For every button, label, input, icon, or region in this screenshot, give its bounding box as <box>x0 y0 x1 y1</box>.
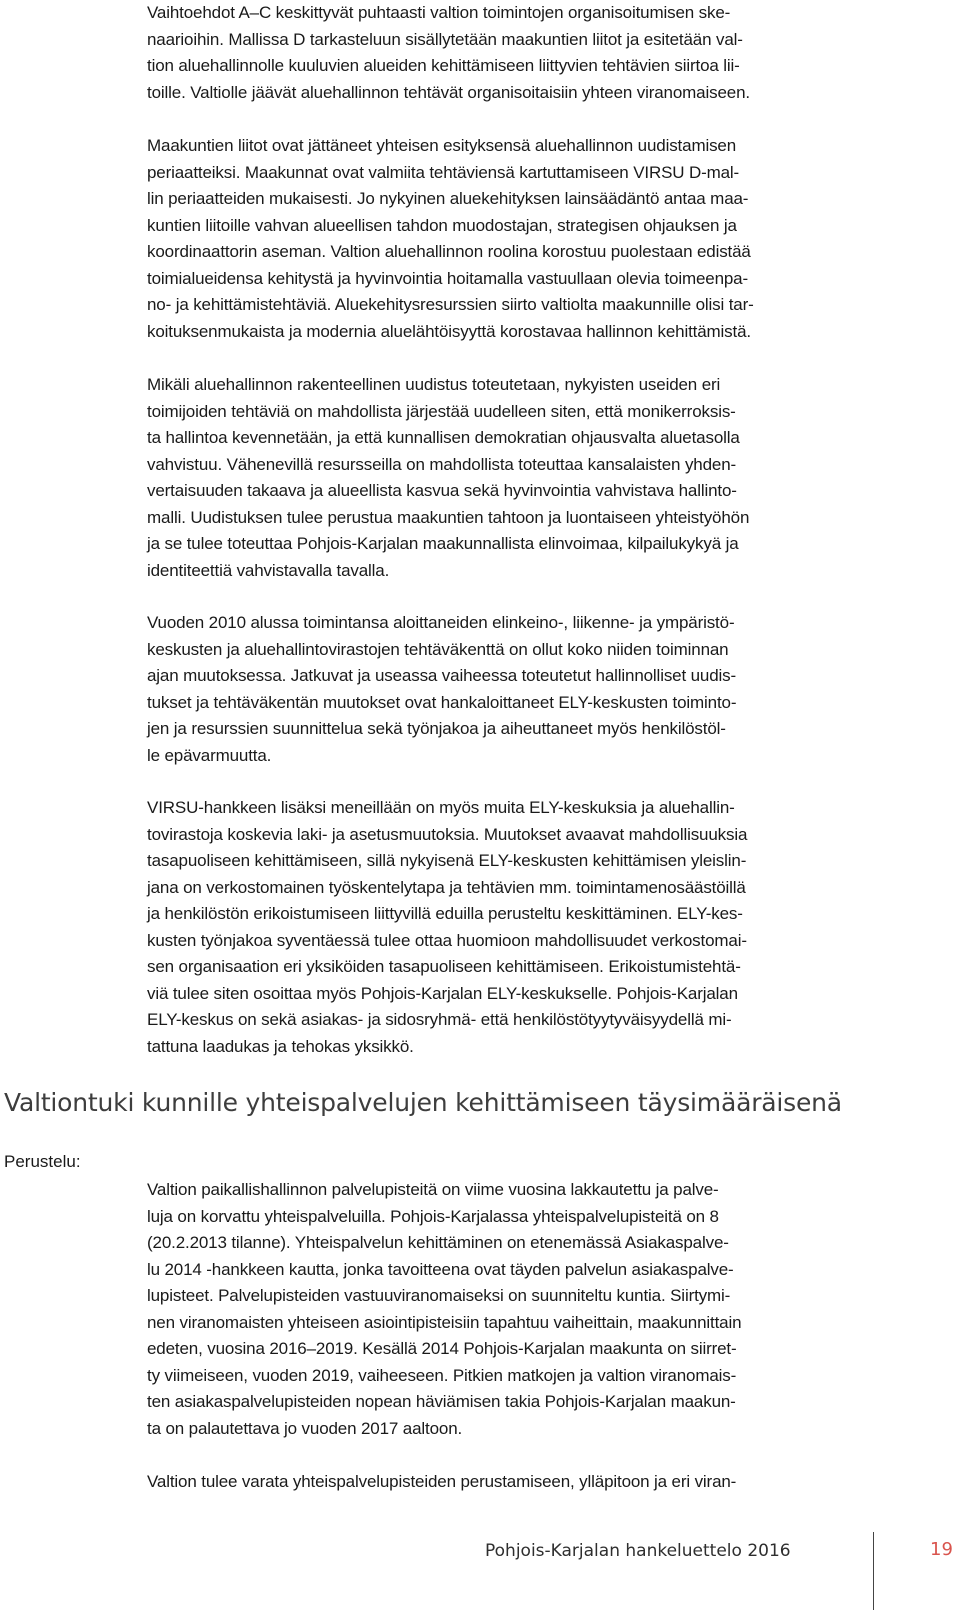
text-line: lu 2014 -hankkeen kautta, jonka tavoitteena ovat täyden palvelun asiakaspalve- <box>147 1259 734 1279</box>
text-line: toimialueidensa kehitystä ja hyvinvointia hoitamalla vastuullaan olevia toimeenpa- <box>147 268 748 288</box>
text-line: sen organisaation eri yksiköiden tasapuoliseen kehittämiseen. Erikoistumistehtä- <box>147 957 741 976</box>
text-line: luja on korvattu yhteispalveluilla. Pohjois-Karjalassa yhteispalvelupisteitä on 8 <box>147 1206 719 1226</box>
text-line: keskusten ja aluehallintovirastojen tehtäväkenttä on ollut koko niiden toiminnan <box>147 639 729 659</box>
text-line: Valtion tulee varata yhteispalvelupisteiden perustamiseen, ylläpitoon ja eri viran- <box>147 1472 737 1491</box>
paragraph <box>147 1177 872 1442</box>
text-line: tasapuoliseen kehittämiseen, sillä nykyisenä ELY-keskusten kehittämisen yleislin- <box>147 851 747 870</box>
text-line: VIRSU-hankkeen lisäksi meneillään on myös muita ELY-keskuksia ja aluehallin- <box>147 798 735 817</box>
text-line: tovirastoja koskevia laki- ja asetusmuutoksia. Muutokset avaavat mahdollisuuksia <box>147 824 748 844</box>
text-line: naarioihin. Mallissa D tarkasteluun sisällytetään maakuntien liitot ja esitetään val- <box>147 29 743 49</box>
text-line: viä tulee siten osoittaa myös Pohjois-Karjalan ELY-keskukselle. Pohjois-Karjalan <box>147 983 738 1003</box>
text-line: jana on verkostomainen työskentelytapa ja tehtävien mm. toimintamenosäästöillä <box>147 877 746 897</box>
paragraph <box>147 1469 872 1496</box>
text-line: lin periaatteiden mukaisesti. Jo nykyinen aluekehityksen lainsäädäntö antaa maa- <box>147 189 749 208</box>
text-line: Mikäli aluehallinnon rakenteellinen uudistus toteutetaan, nykyisten useiden eri <box>147 375 721 394</box>
text-line: toimijoiden tehtäviä on mahdollista järjestää uudelleen siten, että monikerroksis- <box>147 401 736 421</box>
text-line: nen viranomaisten yhteiseen asiointipisteisiin tapahtuu vaiheittain, maakunnittain <box>147 1312 742 1332</box>
text-line: kusten työnjakoa syventäessä tulee ottaa huomioon mahdollisuudet verkostomai- <box>147 930 747 950</box>
text-line: lupisteet. Palvelupisteiden vastuuviranomaiseksi on suunniteltu kuntia. Siirtymi- <box>147 1286 731 1305</box>
paragraph <box>147 610 872 769</box>
text-line: (20.2.2013 tilanne). Yhteispalvelun kehittäminen on etenemässä Asiakaspalve- <box>147 1233 729 1252</box>
text-line: toille. Valtiolle jäävät aluehallinnon tehtävät organisoitaisiin yhteen viranomaiseen. <box>147 82 750 102</box>
text-line: tattuna laadukas ja tehokas yksikkö. <box>147 1036 414 1056</box>
text-line: ELY-keskus on sekä asiakas- ja sidosryhmä- että henkilöstötyytyväisyydellä mi- <box>147 1010 732 1029</box>
text-line: malli. Uudistuksen tulee perustua maakuntien tahtoon ja luontaiseen yhteistyöhön <box>147 507 750 527</box>
text-line: ajan muutoksessa. Jatkuvat ja useassa vaiheessa toteutetut hallinnolliset uudis- <box>147 666 737 685</box>
text-line: ja se tulee toteuttaa Pohjois-Karjalan maakunnallista elinvoimaa, kilpailukykyä ja <box>147 534 739 553</box>
text-line: ja henkilöstön erikoistumiseen liittyvillä eduilla perusteltu keskittäminen. ELY-kes- <box>147 904 743 923</box>
footer-title: Pohjois-Karjalan hankeluettelo 2016 <box>485 1541 791 1561</box>
perustelu-label: Perustelu: <box>4 1152 81 1171</box>
text-line: le epävarmuutta. <box>147 745 272 765</box>
text-line: vahvistuu. Vähenevillä resursseilla on mahdollista toteuttaa kansalaisten yhden- <box>147 454 737 474</box>
text-line: koituksenmukaista ja modernia aluelähtöisyyttä korostavaa hallinnon kehittämistä. <box>147 321 751 341</box>
page-number: 19 <box>930 1539 953 1560</box>
text-line: ta hallintoa kevennetään, ja että kunnallisen demokratian ohjausvalta aluetasolla <box>147 428 740 447</box>
section-heading: Valtiontuki kunnille yhteispalvelujen kehittämiseen täysimääräisenä <box>4 1088 842 1117</box>
text-line: edeten, vuosina 2016–2019. Kesällä 2014 Pohjois-Karjalan maakunta on siirret- <box>147 1339 737 1358</box>
paragraph <box>147 0 872 106</box>
text-line: kuntien liitoille vahvan alueellisen tahdon muodostajan, strategisen ohjauksen ja <box>147 215 737 235</box>
text-line: tion aluehallinnolle kuuluvien alueiden kehittämiseen liittyvien tehtävien siirtoa lii- <box>147 56 740 75</box>
text-line: ta on palautettava jo vuoden 2017 aaltoon. <box>147 1418 463 1438</box>
paragraph <box>147 795 872 1060</box>
text-line: Maakuntien liitot ovat jättäneet yhteisen esityksensä aluehallinnon uudistamisen <box>147 136 737 155</box>
text-line: no- ja kehittämistehtäviä. Aluekehitysresurssien siirto valtiolta maakunnille olisi tar- <box>147 295 754 314</box>
text-line: jen ja resurssien suunnittelua sekä työnjakoa ja aiheuttaneet myös henkilöstöl- <box>147 719 726 738</box>
text-line: Vaihtoehdot A–C keskittyvät puhtaasti valtion toimintojen organisoitumisen ske- <box>147 3 731 22</box>
text-line: tukset ja tehtäväkentän muutokset ovat hankaloittaneet ELY-keskusten toiminto- <box>147 692 737 712</box>
text-line: koordinaattorin aseman. Valtion aluehallinnon roolina korostuu puolestaan edistää <box>147 242 751 261</box>
text-line: Vuoden 2010 alussa toimintansa aloittaneiden elinkeino-, liikenne- ja ympäristö- <box>147 613 735 632</box>
text-line: Valtion paikallishallinnon palvelupisteitä on viime vuosina lakkautettu ja palve- <box>147 1180 719 1199</box>
text-line: vertaisuuden takaava ja alueellista kasvua sekä hyvinvointia vahvistava hallinto- <box>147 481 737 500</box>
text-line: periaatteiksi. Maakunnat ovat valmiita tehtäviensä kartuttamiseen VIRSU D-mal- <box>147 162 740 182</box>
text-line: identiteettiä vahvistavalla tavalla. <box>147 560 390 580</box>
text-line: ty viimeiseen, vuoden 2019, vaiheeseen. Pitkien matkojen ja valtion viranomais- <box>147 1365 737 1385</box>
paragraph <box>147 372 872 584</box>
paragraph <box>147 133 872 345</box>
footer-divider <box>873 1532 874 1610</box>
text-line: ten asiakaspalvelupisteiden nopean häviämisen takia Pohjois-Karjalan maakun- <box>147 1392 736 1411</box>
